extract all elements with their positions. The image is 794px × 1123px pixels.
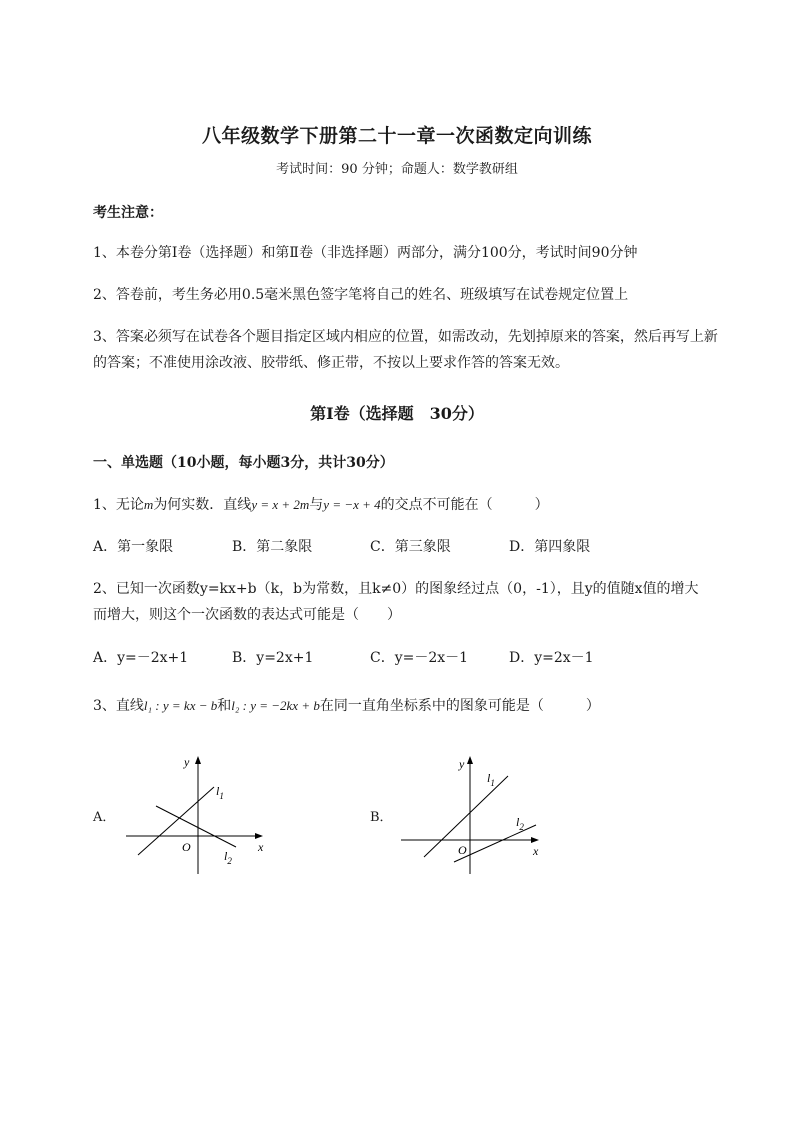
q2-option-d: D．y=2x－1 [509,650,594,666]
q3-graph-b [396,752,546,877]
q1-option-a: A．第一象限 [93,539,174,555]
line-l2 [156,806,236,847]
q1-text: 为何实数．直线 [153,497,252,513]
section-title: 第Ⅰ卷（选择题 30分） [310,404,484,423]
x-axis-label: x [533,844,539,858]
l1-label-sub: 1 [219,791,224,801]
l1-label-l: l [487,771,491,785]
l2-label [224,849,232,866]
q3-option-b-label: B． [370,810,393,825]
x-axis-arrow-icon [531,837,539,843]
l1-label [216,784,224,801]
q1-option-b: B．第二象限 [232,539,313,555]
l1-label-sub: 1 [490,778,495,788]
q1-var-m: m [143,497,154,512]
q1-text: 与 [309,497,324,513]
q1-line-1: y = x + 2m [251,497,310,512]
q1-option-c: C．第三象限 [370,539,451,555]
q3-line-1: l₁ : y = kx − b [143,698,218,713]
notice-item-3-line-1: 3、答案必须写在试卷各个题目指定区域内相应的位置，如需改动，先划掉原来的答案，然后再写上新 [93,329,718,345]
q3-option-a-label: A． [93,810,116,825]
l1-label-l: l [216,784,220,798]
question-2-line-1: 2、已知一次函数y=kx+b（k，b为常数，且k≠0）的图象经过点（0，-1），且y的值随x值的增大 [93,581,699,597]
x-axis-label: x [258,840,264,854]
q3-graph-a [118,752,268,877]
q2-option-b: B．y=2x+1 [232,650,314,666]
q1-line-2: y = −x + 4 [323,497,381,512]
y-axis-label: y [184,755,190,769]
l2-label-sub: 2 [227,856,232,866]
y-axis-label: y [459,757,465,771]
q3-text: 3、直线 [93,698,144,714]
origin-label: O [182,840,191,854]
q3-line-2: l₂ : y = −2kx + b [231,698,320,713]
question-2-line-2: 而增大，则这个一次函数的表达式可能是（ ） [93,607,401,623]
q2-option-a: A．y=－2x+1 [93,650,189,666]
l1-label [487,771,495,788]
part-heading: 一、单选题（10小题，每小题3分，共计30分） [93,455,394,471]
line-l1 [138,787,214,855]
q1-text: 1、无论 [93,497,144,513]
l2-label [516,815,524,832]
l2-label-l: l [224,849,228,863]
q1-text: 的交点不可能在（ ） [380,497,549,513]
question-3 [93,695,600,715]
notice-item-2: 2、答卷前，考生务必用0.5毫米黑色签字笔将自己的姓名、班级填写在试卷规定位置上 [93,287,629,303]
l2-label-sub: 2 [519,822,524,832]
q1-option-d: D．第四象限 [509,539,591,555]
q3-text: 和 [217,698,232,714]
notice-heading: 考生注意： [93,205,163,221]
q3-text: 在同一直角坐标系中的图象可能是（ ） [319,698,600,714]
page-title: 八年级数学下册第二十一章一次函数定向训练 [201,125,592,147]
notice-item-3-line-2: 的答案；不准使用涂改液、胶带纸、修正带，不按以上要求作答的答案无效。 [93,355,569,371]
question-1 [93,494,549,514]
origin-label: O [458,843,467,857]
exam-info: 考试时间：90 分钟；命题人：数学教研组 [276,162,518,177]
x-axis-arrow-icon [255,833,263,839]
q2-option-c: C．y=－2x－1 [370,650,469,666]
notice-item-1: 1、本卷分第Ⅰ卷（选择题）和第Ⅱ卷（非选择题）两部分，满分100分，考试时间90分钟 [93,245,638,261]
y-axis-arrow-icon [467,756,473,764]
l2-label-l: l [516,815,520,829]
y-axis-arrow-icon [195,756,201,764]
